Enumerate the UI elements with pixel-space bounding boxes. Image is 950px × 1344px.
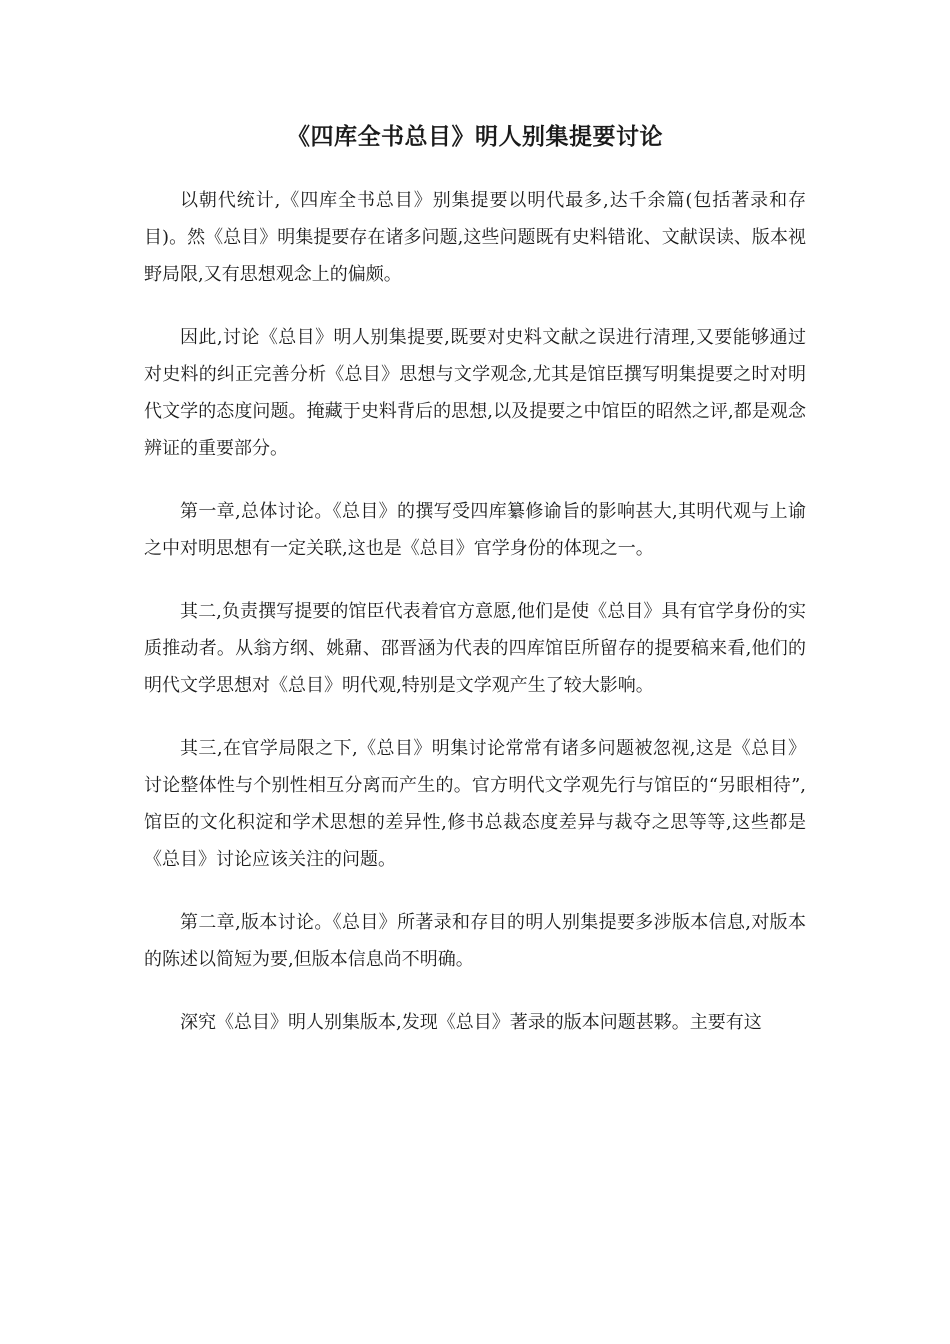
- paragraph: 深究《总目》明人别集版本,发现《总目》著录的版本问题甚夥。主要有这: [180, 1012, 762, 1033]
- paragraph: 第二章,版本讨论。《总目》所著录和存目的明人别集提要多涉版本信息,对版本的陈述以简短为要,但版本信息尚不明确。: [144, 912, 806, 970]
- paragraph: 其二,负责撰写提要的馆臣代表着官方意愿,他们是使《总目》具有官学身份的实质推动者。从翁方纲、姚鼐、邵晋涵为代表的四库馆臣所留存的提要稿来看,他们的明代文学思想对《总目》明代观,特别是文学观产生了较大影响。: [144, 601, 806, 696]
- paragraph: 以朝代统计,《四库全书总目》别集提要以明代最多,达千余篇(包括著录和存目)。然《总目》明集提要存在诸多问题,这些问题既有史料错讹、文献误读、版本视野局限,又有思想观念上的偏颇。: [144, 190, 806, 285]
- document-title: 《四库全书总目》明人别集提要讨论: [287, 124, 663, 150]
- paragraph: 因此,讨论《总目》明人别集提要,既要对史料文献之误进行清理,又要能够通过对史料的纠正完善分析《总目》思想与文学观念,尤其是馆臣撰写明集提要之时对明代文学的态度问题。掩藏于史料背后的思想,以及提要之中馆臣的昭然之评,都是观念辨证的重要部分。: [144, 327, 806, 459]
- document-body: [144, 182, 806, 1067]
- paragraph: 其三,在官学局限之下,《总目》明集讨论常常有诸多问题被忽视,这是《总目》讨论整体性与个别性相互分离而产生的。官方明代文学观先行与馆臣的“另眼相待”,馆臣的文化积淀和学术思想的差异性,修书总裁态度差异与裁夺之思等等,这些都是《总目》讨论应该关注的问题。: [144, 738, 806, 870]
- paragraph: 第一章,总体讨论。《总目》的撰写受四库纂修谕旨的影响甚大,其明代观与上谕之中对明思想有一定关联,这也是《总目》官学身份的体现之一。: [144, 501, 806, 559]
